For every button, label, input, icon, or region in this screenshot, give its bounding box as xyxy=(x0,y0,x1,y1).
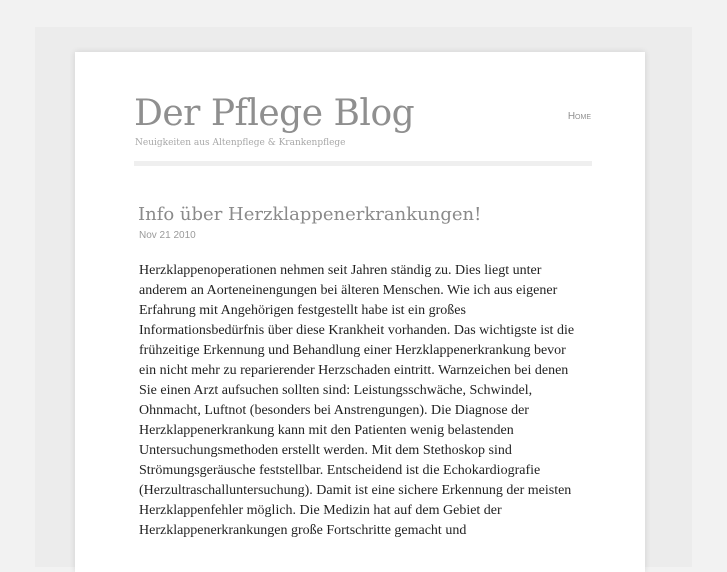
site-title[interactable]: Der Pflege Blog xyxy=(134,93,415,134)
header-divider xyxy=(134,161,592,166)
post-date: Nov 21 2010 xyxy=(139,230,196,241)
site-tagline: Neuigkeiten aus Altenpflege & Krankenpflege xyxy=(135,138,346,148)
post-title[interactable]: Info über Herzklappenerkrankungen! xyxy=(138,204,482,225)
blog-content-card xyxy=(75,52,645,572)
post-body: Herzklappenoperationen nehmen seit Jahren ständig zu. Dies liegt unter anderem an Aorteneinengungen bei älteren Menschen. Wie ich aus eigener Erfahrung mit Angehörigen festgestellt habe ist ein großes Informationsbedürfnis über diese Krankheit vorhanden. Das wichtigste ist die frühzeitige Erkennung und Behandlung einer Herzklappenerkrankung bevor ein nicht mehr zu reparierender Herzschaden eintritt. Warnzeichen bei denen Sie einen Arzt aufsuchen sollten sind: Leistungsschwäche, Schwindel, Ohnmacht, Luftnot (besonders bei Anstrengungen). Die Diagnose der Herzklappenerkrankung kann mit den Patienten wenig belastenden Untersuchungsmethoden erstellt werden. Mit dem Stethoskop sind Strömungsgeräusche feststellbar. Entscheidend ist die Echokardiografie (Herzultraschalluntersuchung). Damit ist eine sichere Erkennung der meisten Herzklappenfehler möglich. Die Medizin hat auf dem Gebiet der Herzklappenerkrankungen große Fortschritte gemacht und xyxy=(139,263,575,538)
nav-home-link[interactable]: Home xyxy=(567,111,591,122)
